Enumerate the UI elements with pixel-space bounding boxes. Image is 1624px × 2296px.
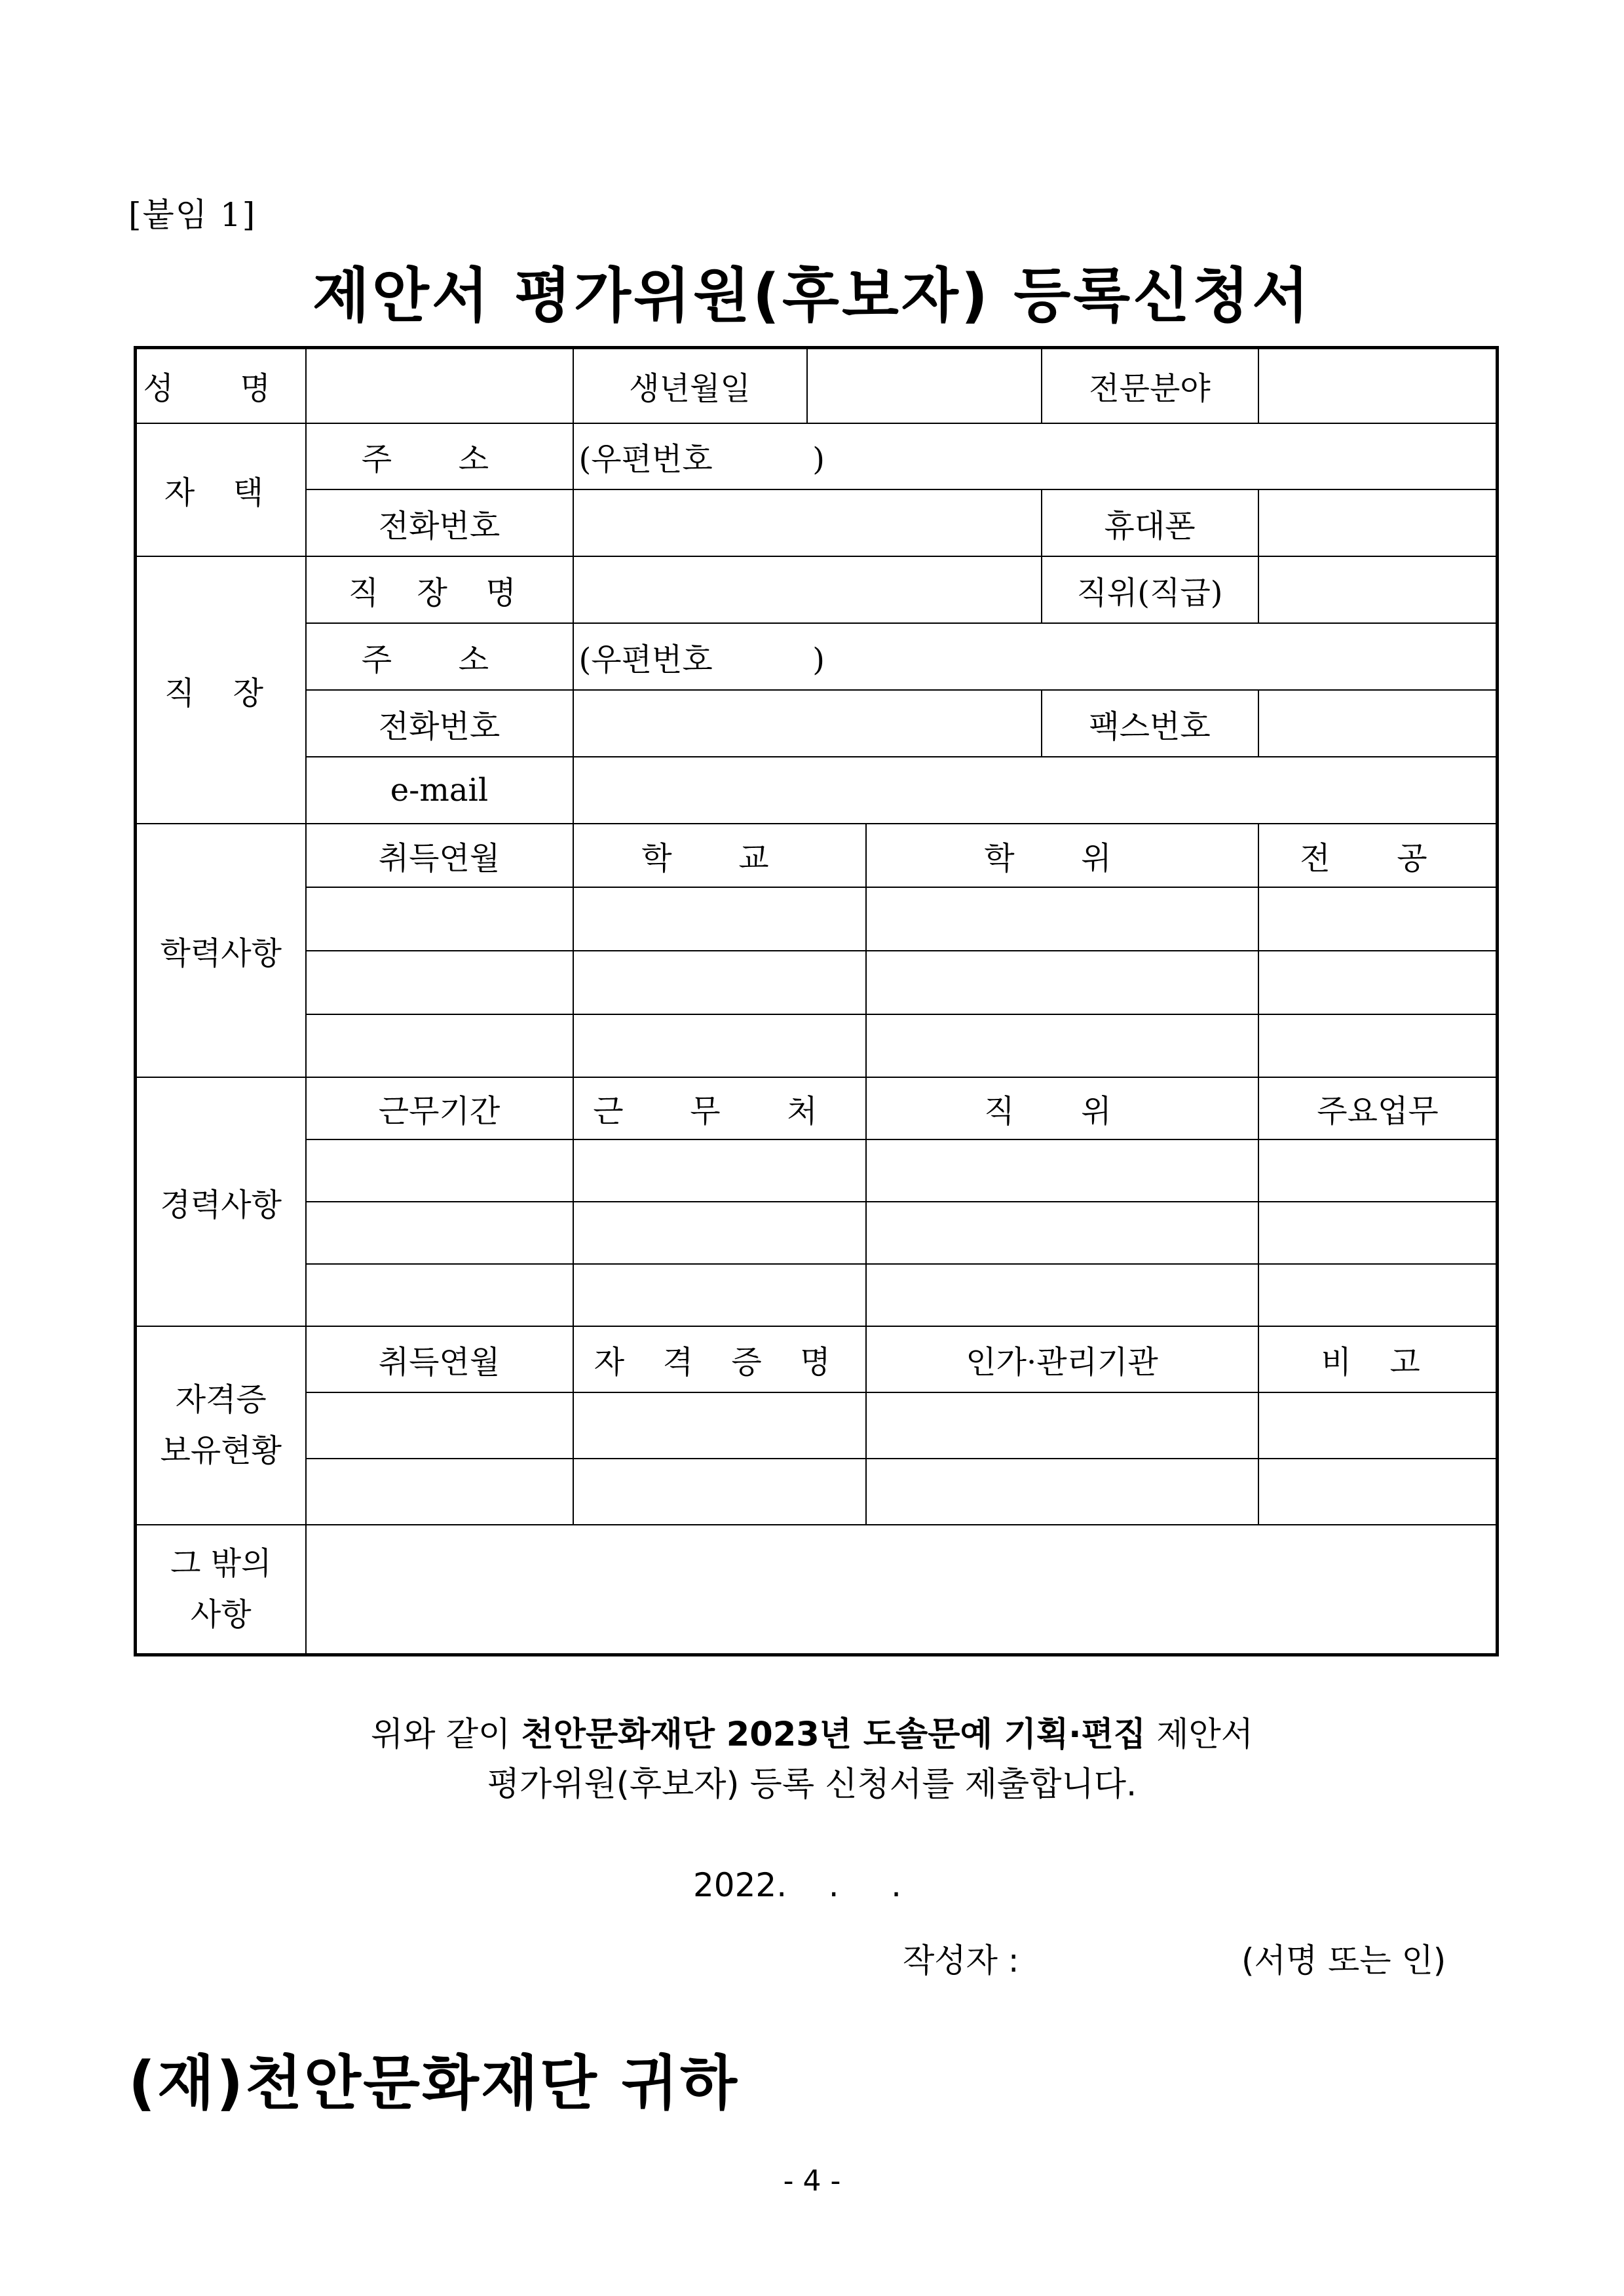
position-label: 직위(직급) — [1042, 556, 1258, 623]
career-header-duties: 주요업무 — [1258, 1077, 1498, 1139]
declaration-text — [0, 1710, 1624, 1810]
career-cell[interactable] — [306, 1202, 573, 1264]
career-cell[interactable] — [573, 1139, 866, 1202]
education-cell[interactable] — [866, 887, 1258, 951]
education-cell[interactable] — [573, 951, 866, 1014]
certificates-cell[interactable] — [866, 1459, 1258, 1525]
certificates-cell[interactable] — [573, 1459, 866, 1525]
email-label: e-mail — [306, 757, 573, 824]
career-cell[interactable] — [866, 1139, 1258, 1202]
education-cell[interactable] — [866, 1014, 1258, 1078]
other-section-label: 그 밖의 사항 — [136, 1525, 306, 1655]
other-input[interactable] — [306, 1525, 1498, 1655]
home-phone-input[interactable] — [573, 489, 1042, 556]
education-cell[interactable] — [306, 887, 573, 951]
certificates-cell[interactable] — [1258, 1459, 1498, 1525]
career-header-period: 근무기간 — [306, 1077, 573, 1139]
education-header-school: 학 교 — [573, 824, 866, 887]
certificates-cell[interactable] — [1258, 1392, 1498, 1459]
company-input[interactable] — [573, 556, 1042, 623]
mobile-input[interactable] — [1258, 489, 1498, 556]
name-input[interactable] — [306, 348, 573, 423]
career-header-position: 직 위 — [866, 1077, 1258, 1139]
education-cell[interactable] — [1258, 951, 1498, 1014]
page-number: - 4 - — [783, 2164, 841, 2198]
certificates-cell[interactable] — [866, 1392, 1258, 1459]
home-section-label: 자 택 — [136, 423, 306, 557]
work-phone-input[interactable] — [573, 690, 1042, 757]
education-header-date: 취득연월 — [306, 824, 573, 887]
registration-form-table — [134, 346, 1499, 1656]
mobile-label: 휴대폰 — [1042, 489, 1258, 556]
career-section-label: 경력사항 — [136, 1077, 306, 1326]
writer-label: 작성자 : — [903, 1942, 1019, 1980]
declaration-line-1: 위와 같이 천안문화재단 2023년 도솔문예 기획·편집 제안서 — [370, 1715, 1254, 1754]
recipient-line: (재)천안문화재단 귀하 — [128, 2049, 740, 2118]
home-address-input[interactable]: (우편번호 ) — [573, 423, 1498, 490]
career-cell[interactable] — [573, 1264, 866, 1326]
education-cell[interactable] — [1258, 887, 1498, 951]
education-header-degree: 학 위 — [866, 824, 1258, 887]
fax-label: 팩스번호 — [1042, 690, 1258, 757]
declaration-line-2: 평가위원(후보자) 등록 신청서를 제출합니다. — [487, 1765, 1137, 1804]
certificates-header-date: 취득연월 — [306, 1326, 573, 1392]
document-title: 제안서 평가위원(후보자) 등록신청서 — [312, 261, 1312, 330]
education-cell[interactable] — [573, 1014, 866, 1078]
certificates-header-authority: 인가·관리기관 — [866, 1326, 1258, 1392]
work-phone-label: 전화번호 — [306, 690, 573, 757]
work-address-input[interactable]: (우편번호 ) — [573, 623, 1498, 690]
career-cell[interactable] — [306, 1264, 573, 1326]
career-cell[interactable] — [866, 1264, 1258, 1326]
attachment-label: [붙임 1] — [128, 196, 257, 234]
education-cell[interactable] — [573, 887, 866, 951]
home-phone-label: 전화번호 — [306, 489, 573, 556]
career-cell[interactable] — [1258, 1202, 1498, 1264]
certificates-cell[interactable] — [306, 1392, 573, 1459]
education-cell[interactable] — [306, 951, 573, 1014]
certificates-header-note: 비 고 — [1258, 1326, 1498, 1392]
field-label: 전문분야 — [1042, 348, 1258, 423]
certificates-section-label: 자격증 보유현황 — [136, 1326, 306, 1525]
education-section-label: 학력사항 — [136, 824, 306, 1077]
work-section-label: 직 장 — [136, 556, 306, 824]
career-cell[interactable] — [306, 1139, 573, 1202]
education-cell[interactable] — [306, 1014, 573, 1078]
education-cell[interactable] — [866, 951, 1258, 1014]
career-cell[interactable] — [1258, 1264, 1498, 1326]
work-address-label: 주 소 — [306, 623, 573, 690]
birth-input[interactable] — [807, 348, 1042, 423]
submission-date: 2022. . . — [693, 1866, 901, 1904]
email-input[interactable] — [573, 757, 1498, 824]
fax-input[interactable] — [1258, 690, 1498, 757]
birth-label: 생년월일 — [573, 348, 807, 423]
position-input[interactable] — [1258, 556, 1498, 623]
field-input[interactable] — [1258, 348, 1498, 423]
certificates-cell[interactable] — [573, 1392, 866, 1459]
company-label: 직 장 명 — [306, 556, 573, 623]
career-cell[interactable] — [866, 1202, 1258, 1264]
home-address-label: 주 소 — [306, 423, 573, 490]
signature-label: (서명 또는 인) — [1241, 1942, 1446, 1980]
education-header-major: 전 공 — [1258, 824, 1498, 887]
career-cell[interactable] — [573, 1202, 866, 1264]
certificates-cell[interactable] — [306, 1459, 573, 1525]
education-cell[interactable] — [1258, 1014, 1498, 1078]
career-header-workplace: 근 무 처 — [573, 1077, 866, 1139]
name-label: 성 명 — [136, 348, 306, 423]
career-cell[interactable] — [1258, 1139, 1498, 1202]
certificates-header-name: 자 격 증 명 — [573, 1326, 866, 1392]
